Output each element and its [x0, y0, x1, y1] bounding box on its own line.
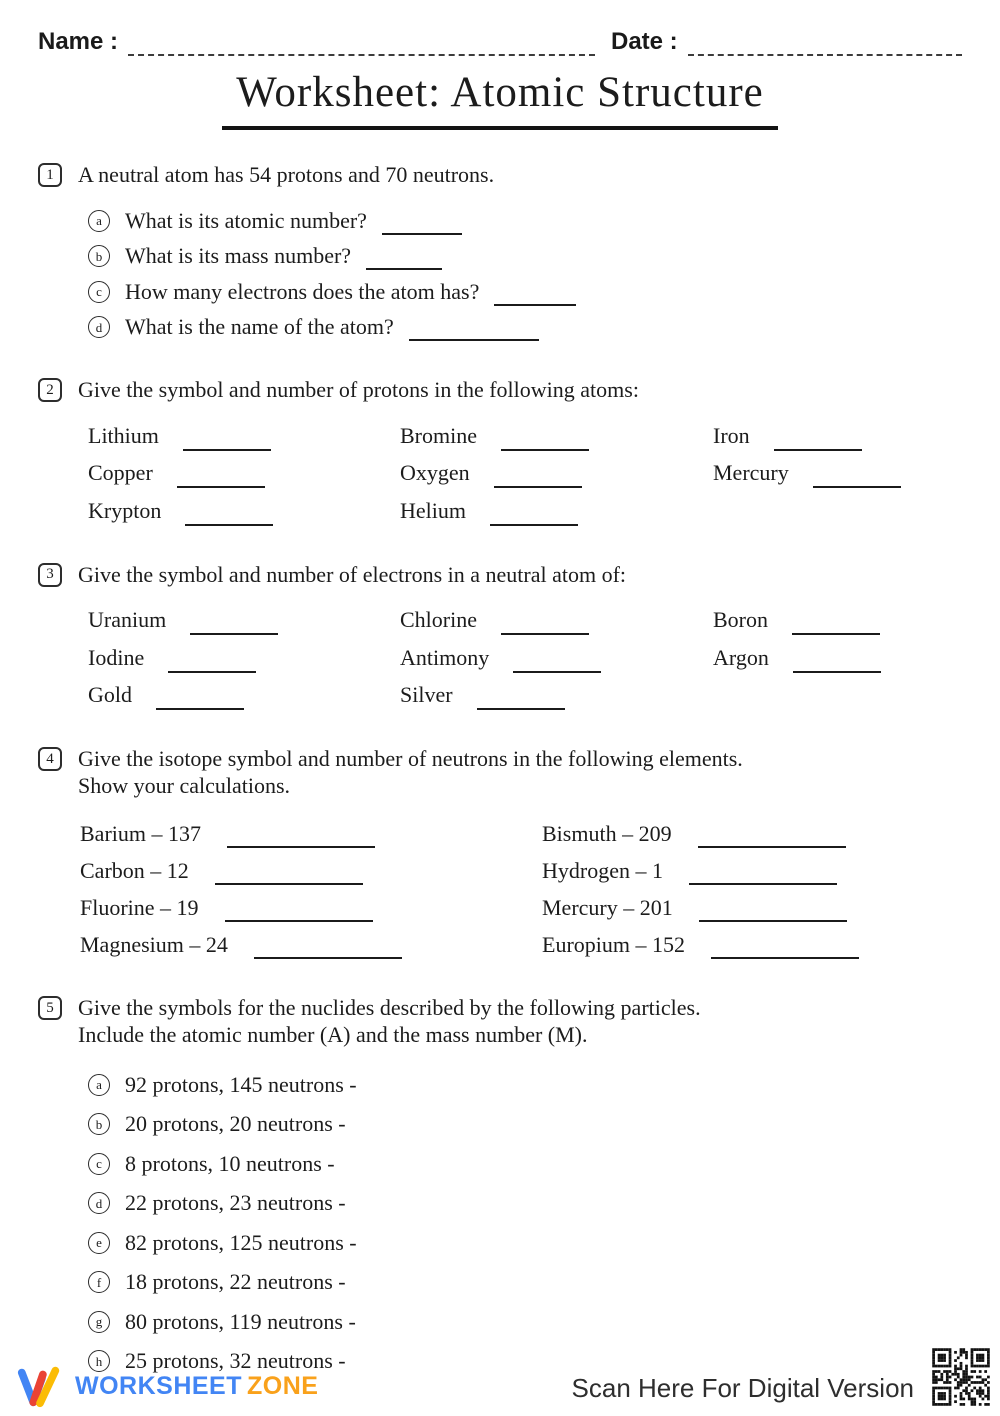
- isotope-cell: [542, 889, 962, 926]
- sub-question-text: How many electrons does the atom has?: [125, 278, 480, 304]
- element-cell: [713, 639, 962, 677]
- letter-badge: f: [88, 1271, 110, 1293]
- answer-blank: [813, 486, 901, 488]
- answer-blank: [792, 633, 880, 635]
- question-stem-line1: Give the isotope symbol and number of neutrons in the following elements.: [78, 746, 743, 771]
- element-label: Antimony: [400, 644, 490, 670]
- answer-blank: [168, 671, 256, 673]
- nuclide-item: [88, 1144, 962, 1184]
- question-number: 4: [38, 747, 62, 771]
- element-cell: [713, 602, 962, 640]
- sub-question-text: What is the name of the atom?: [125, 314, 394, 340]
- isotope-cell: [80, 815, 542, 852]
- question-1: [38, 161, 962, 345]
- answer-blank: [698, 846, 846, 848]
- answer-blank: [501, 449, 589, 451]
- answer-blank: [513, 671, 601, 673]
- answer-blank: [190, 633, 278, 635]
- letter-badge: e: [88, 1232, 110, 1254]
- date-blank-line: [688, 52, 962, 56]
- nuclide-text: 80 protons, 119 neutrons -: [125, 1308, 356, 1334]
- letter-badge: a: [88, 210, 110, 232]
- letter-badge: h: [88, 1350, 110, 1372]
- answer-blank: [382, 233, 462, 235]
- element-label: Boron: [713, 607, 768, 633]
- isotope-cell: [80, 926, 542, 963]
- scan-here-text: Scan Here For Digital Version: [571, 1373, 914, 1403]
- element-label: Bromine: [400, 422, 477, 448]
- nuclide-text: 20 protons, 20 neutrons -: [125, 1111, 346, 1137]
- sub-question: [88, 239, 962, 275]
- name-blank-line: [128, 52, 595, 56]
- page-title: Worksheet: Atomic Structure: [222, 68, 777, 130]
- letter-badge: b: [88, 1113, 110, 1135]
- answer-blank: [793, 671, 881, 673]
- nuclide-text: 25 protons, 32 neutrons -: [125, 1348, 346, 1374]
- nuclide-item: [88, 1184, 962, 1224]
- answer-blank: [156, 708, 244, 710]
- brand-w-icon: [10, 1362, 70, 1410]
- brand-name: [75, 1372, 318, 1401]
- question-stem: Give the symbol and number of electrons in a neutral atom of:: [78, 561, 627, 587]
- nuclide-item: [88, 1223, 962, 1263]
- element-cell: [88, 602, 400, 640]
- answer-blank: [183, 449, 271, 451]
- question-stem: A neutral atom has 54 protons and 70 neutrons.: [78, 162, 495, 187]
- element-label: Iron: [713, 422, 750, 448]
- answer-blank: [409, 339, 539, 341]
- element-cell: [88, 677, 400, 715]
- date-label: Date :: [610, 28, 678, 55]
- footer: [10, 1340, 998, 1414]
- nuclide-text: 82 protons, 125 neutrons -: [125, 1229, 357, 1255]
- isotope-label: Carbon – 12: [80, 857, 189, 883]
- question-number: 2: [38, 378, 62, 402]
- letter-badge: a: [88, 1074, 110, 1096]
- element-cell: [400, 602, 713, 640]
- element-label: Argon: [713, 644, 769, 670]
- nuclide-item: [88, 1105, 962, 1145]
- answer-blank: [477, 708, 565, 710]
- element-cell: [88, 417, 400, 455]
- sub-question: [88, 310, 962, 346]
- answer-blank: [254, 957, 402, 959]
- element-label: Uranium: [88, 607, 167, 633]
- nuclide-text: 22 protons, 23 neutrons -: [125, 1190, 346, 1216]
- nuclide-text: 18 protons, 22 neutrons -: [125, 1269, 346, 1295]
- element-cell: [400, 417, 713, 455]
- question-stem-line1: Give the symbols for the nuclides described by the following particles.: [78, 995, 701, 1020]
- isotope-cell: [542, 926, 962, 963]
- sub-question-text: What is its atomic number?: [125, 207, 367, 233]
- isotope-label: Magnesium – 24: [80, 931, 228, 957]
- isotope-label: Bismuth – 209: [542, 820, 672, 846]
- answer-blank: [774, 449, 862, 451]
- nuclide-item: [88, 1263, 962, 1303]
- qr-code: [924, 1340, 998, 1414]
- question-stem-line2: Show your calculations.: [78, 773, 291, 798]
- element-cell: [713, 455, 962, 493]
- question-number: 1: [38, 163, 62, 187]
- letter-badge: c: [88, 281, 110, 303]
- nuclide-text: 8 protons, 10 neutrons -: [125, 1150, 335, 1176]
- element-cell: [88, 639, 400, 677]
- brand-word-worksheet: WORKSHEET: [75, 1371, 242, 1400]
- name-date-row: [38, 30, 962, 56]
- element-label: Mercury: [713, 460, 789, 486]
- answer-blank: [215, 883, 363, 885]
- nuclide-item: [88, 1302, 962, 1342]
- element-cell: [400, 677, 713, 715]
- element-cell: [400, 455, 713, 493]
- answer-blank: [699, 920, 847, 922]
- nuclide-item: [88, 1065, 962, 1105]
- answer-blank: [689, 883, 837, 885]
- name-label: Name :: [38, 28, 119, 55]
- element-label: Oxygen: [400, 460, 470, 486]
- answer-blank: [177, 486, 265, 488]
- isotope-label: Europium – 152: [542, 931, 685, 957]
- nuclide-text: 92 protons, 145 neutrons -: [125, 1071, 357, 1097]
- element-label: Copper: [88, 460, 153, 486]
- question-number: 5: [38, 996, 62, 1020]
- answer-blank: [490, 524, 578, 526]
- isotope-cell: [542, 815, 962, 852]
- element-label: Helium: [400, 497, 466, 523]
- answer-blank: [494, 486, 582, 488]
- question-stem-line2: Include the atomic number (A) and the mass number (M).: [78, 1022, 588, 1047]
- answer-blank: [227, 846, 375, 848]
- sub-question-text: What is its mass number?: [125, 243, 352, 269]
- letter-badge: c: [88, 1153, 110, 1175]
- letter-badge: d: [88, 1192, 110, 1214]
- element-cell: [88, 455, 400, 493]
- element-label: Krypton: [88, 497, 162, 523]
- answer-blank: [494, 304, 576, 306]
- question-3: [38, 561, 962, 715]
- element-cell: [713, 417, 962, 455]
- answer-blank: [711, 957, 859, 959]
- question-2: [38, 376, 962, 530]
- isotope-label: Mercury – 201: [542, 894, 673, 920]
- letter-badge: b: [88, 245, 110, 267]
- element-cell: [88, 492, 400, 530]
- brand-logo: [10, 1362, 318, 1410]
- element-cell: [400, 639, 713, 677]
- letter-badge: d: [88, 316, 110, 338]
- answer-blank: [366, 268, 442, 270]
- isotope-label: Fluorine – 19: [80, 894, 199, 920]
- answer-blank: [225, 920, 373, 922]
- element-label: Silver: [400, 682, 453, 708]
- isotope-cell: [80, 889, 542, 926]
- question-stem: Give the symbol and number of protons in the following atoms:: [78, 377, 639, 402]
- question-number: 3: [38, 563, 62, 587]
- brand-word-zone: ZONE: [247, 1371, 319, 1400]
- isotope-label: Barium – 137: [80, 820, 201, 846]
- sub-question: [88, 203, 962, 239]
- isotope-label: Hydrogen – 1: [542, 857, 663, 883]
- element-label: Iodine: [88, 644, 145, 670]
- element-cell: [400, 492, 713, 530]
- element-label: Lithium: [88, 422, 159, 448]
- sub-question: [88, 274, 962, 310]
- element-label: Gold: [88, 682, 132, 708]
- isotope-cell: [80, 852, 542, 889]
- answer-blank: [185, 524, 273, 526]
- answer-blank: [501, 633, 589, 635]
- question-5: [38, 994, 962, 1381]
- element-label: Chlorine: [400, 607, 477, 633]
- isotope-cell: [542, 852, 962, 889]
- question-4: [38, 745, 962, 963]
- letter-badge: g: [88, 1311, 110, 1333]
